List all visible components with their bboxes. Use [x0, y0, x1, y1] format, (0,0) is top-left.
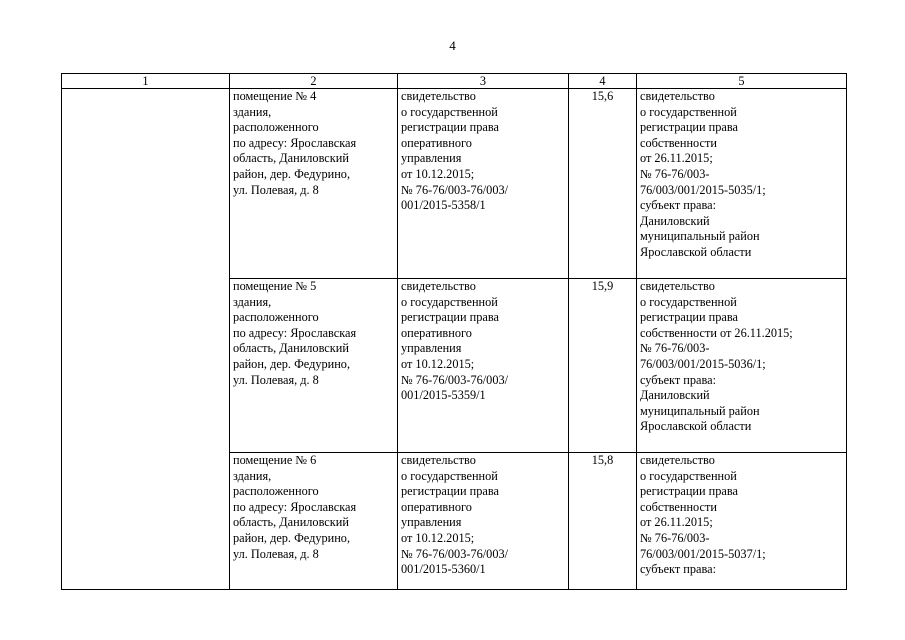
management-certificate: свидетельство о государственной регистрации права оперативного управления от 10.12.2015; № 76-76/003-76/003/ 001/2015-5359/1 [398, 279, 569, 453]
merged-empty-cell [62, 89, 230, 590]
header-cell-1: 1 [62, 74, 230, 89]
header-cell-2: 2 [230, 74, 398, 89]
premises-description: помещение № 6 здания, расположенного по адресу: Ярославская область, Даниловский район, дер. Федурино, ул. Полевая, д. 8 [230, 453, 398, 590]
header-cell-3: 3 [398, 74, 569, 89]
header-cell-5: 5 [637, 74, 847, 89]
ownership-certificate: свидетельство о государственной регистрации права собственности от 26.11.2015; № 76-76/003- 76/003/001/2015-5036/1; субъект права: Даниловский муниципальный район Ярославской области [637, 279, 847, 453]
area-value: 15,8 [569, 453, 637, 590]
management-certificate: свидетельство о государственной регистрации права оперативного управления от 10.12.2015; № 76-76/003-76/003/ 001/2015-5360/1 [398, 453, 569, 590]
header-cell-4: 4 [569, 74, 637, 89]
premises-description: помещение № 4 здания, расположенного по адресу: Ярославская область, Даниловский район, дер. Федурино, ул. Полевая, д. 8 [230, 89, 398, 279]
ownership-certificate: свидетельство о государственной регистрации права собственности от 26.11.2015; № 76-76/003- 76/003/001/2015-5037/1; субъект права: [637, 453, 847, 590]
table-row [62, 89, 847, 279]
premises-description: помещение № 5 здания, расположенного по адресу: Ярославская область, Даниловский район, дер. Федурино, ул. Полевая, д. 8 [230, 279, 398, 453]
property-table [61, 73, 847, 590]
area-value: 15,6 [569, 89, 637, 279]
page-number: 4 [449, 38, 456, 53]
ownership-certificate: свидетельство о государственной регистрации права собственности от 26.11.2015; № 76-76/003- 76/003/001/2015-5035/1; субъект права: Даниловский муниципальный район Ярославской области [637, 89, 847, 279]
table-header-row [62, 74, 847, 89]
area-value: 15,9 [569, 279, 637, 453]
management-certificate: свидетельство о государственной регистрации права оперативного управления от 10.12.2015; № 76-76/003-76/003/ 001/2015-5358/1 [398, 89, 569, 279]
